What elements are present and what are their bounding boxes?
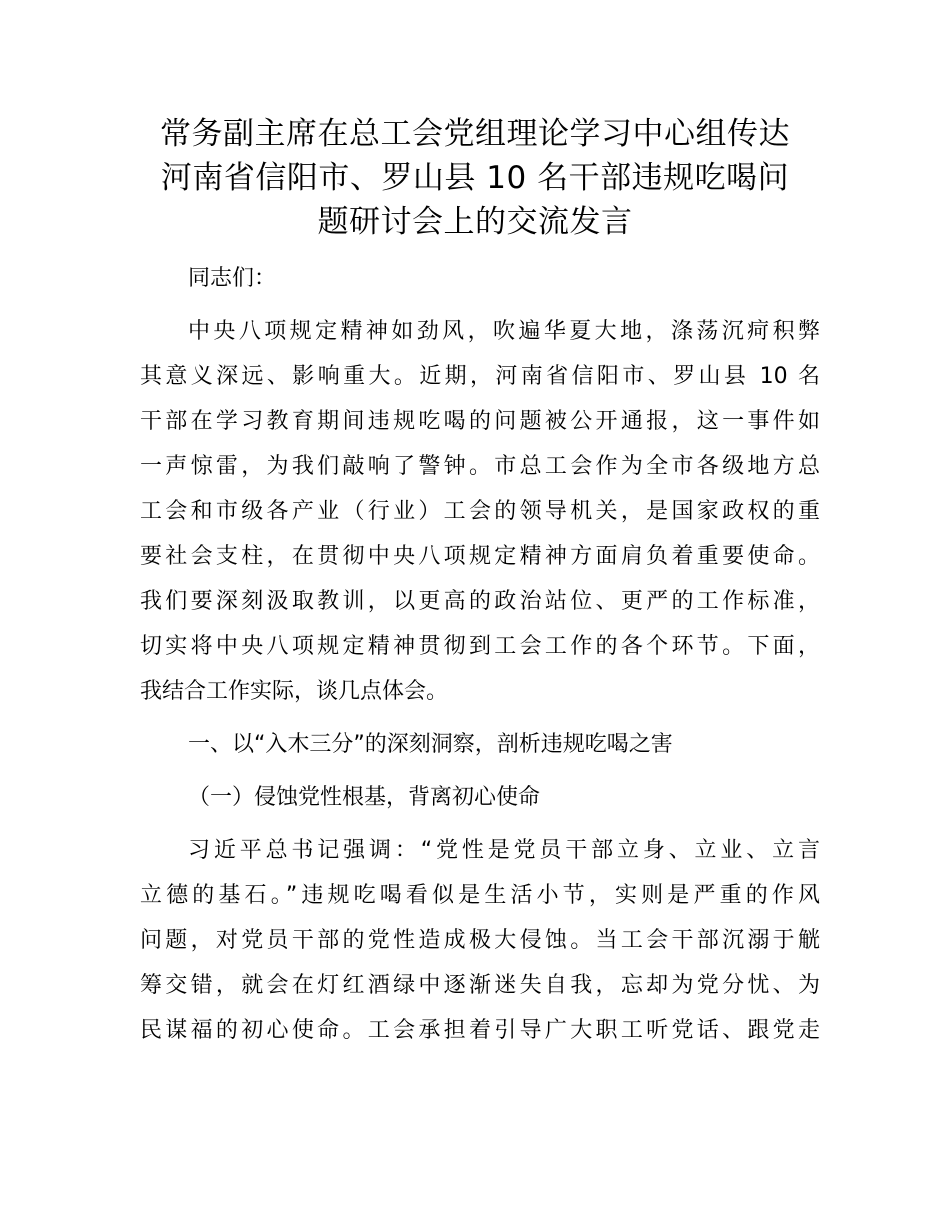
intro-paragraph <box>140 309 820 714</box>
salutation: 同志们： <box>188 266 277 291</box>
document-body <box>140 256 820 1053</box>
paragraph-line: 切实将中央八项规定精神贯彻到工会工作的各个环节。下面， <box>140 634 820 659</box>
paragraph-line: 习近平总书记强调：“党性是党员干部立身、立业、立言 <box>188 838 820 863</box>
paragraph-line: 我结合工作实际，谈几点体会。 <box>140 679 449 704</box>
title-line: 常务副主席在总工会党组理论学习中心组传达 <box>160 116 790 152</box>
subsection-heading-text: （一）侵蚀党性根基，背离初心使命 <box>188 785 541 810</box>
paragraph-line: 一声惊雷，为我们敲响了警钟。市总工会作为全市各级地方总 <box>140 454 820 479</box>
paragraph-line: 工会和市级各产业（行业）工会的领导机关，是国家政权的重 <box>140 499 820 524</box>
salutation-paragraph <box>140 256 820 301</box>
paragraph-line: 问题，对党员干部的党性造成极大侵蚀。当工会干部沉溺于觥 <box>140 928 820 953</box>
title-line: 河南省信阳市、罗山县 10 名干部违规吃喝问 <box>160 160 790 196</box>
section-heading-text: 一、以“入木三分”的深刻洞察，剖析违规吃喝之害 <box>188 732 673 757</box>
paragraph-line: 要社会支柱，在贯彻中央八项规定精神方面肩负着重要使命。 <box>140 544 820 569</box>
paragraph-line: 我们要深刻汲取教训，以更高的政治站位、更严的工作标准， <box>140 589 820 614</box>
body-paragraph <box>140 828 820 1053</box>
document-title <box>130 112 820 244</box>
section-heading <box>140 722 820 767</box>
paragraph-line: 干部在学习教育期间违规吃喝的问题被公开通报，这一事件如 <box>140 409 820 434</box>
subsection-heading <box>140 775 820 820</box>
paragraph-line: 筹交错，就会在灯红酒绿中逐渐迷失自我，忘却为党分忧、为 <box>140 973 820 998</box>
paragraph-line: 其意义深远、影响重大。近期，河南省信阳市、罗山县 10 名 <box>140 364 820 389</box>
paragraph-line: 民谋福的初心使命。工会承担着引导广大职工听党话、跟党走 <box>140 1018 820 1043</box>
title-line: 题研讨会上的交流发言 <box>317 204 633 240</box>
paragraph-line: 中央八项规定精神如劲风，吹遍华夏大地，涤荡沉疴积弊 <box>188 319 820 344</box>
paragraph-line: 立德的基石。”违规吃喝看似是生活小节，实则是严重的作风 <box>140 883 820 908</box>
